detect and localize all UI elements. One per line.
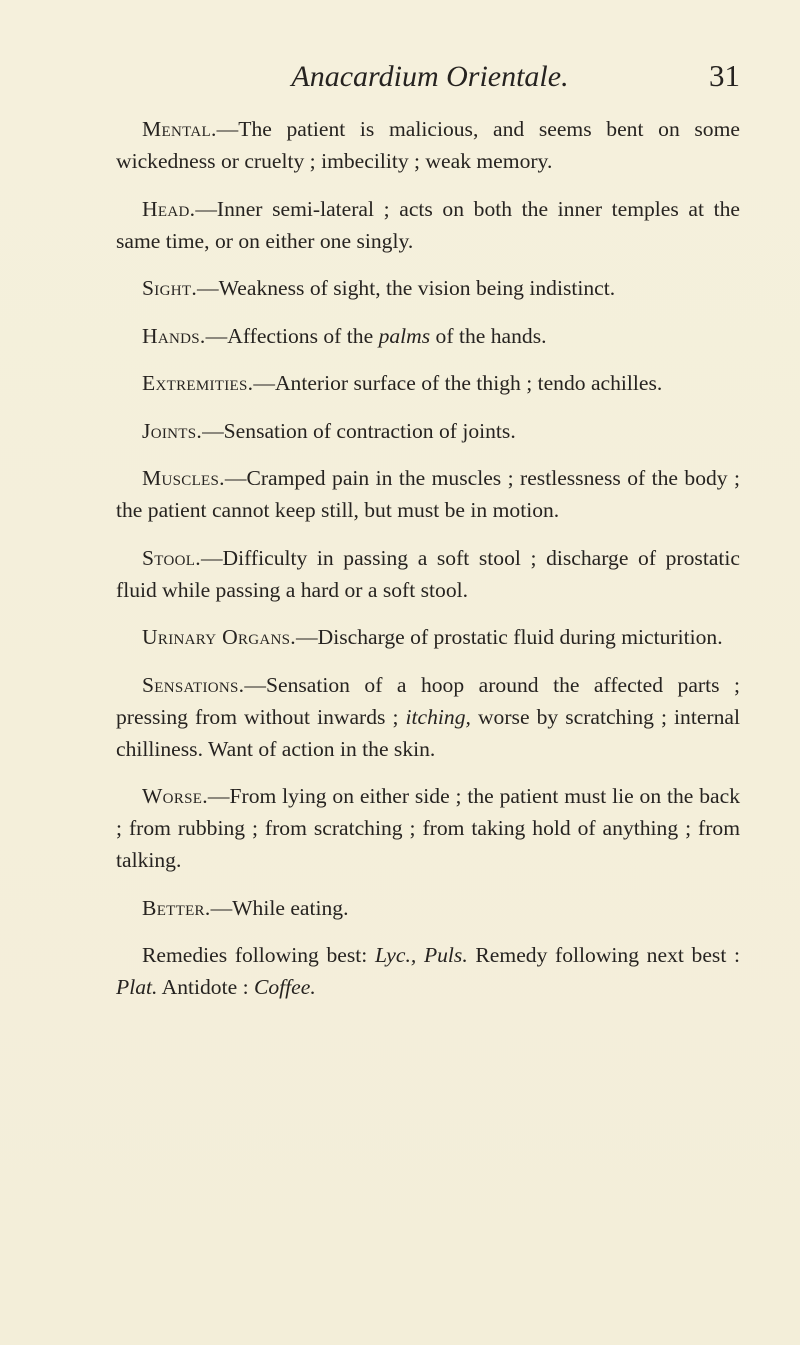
entry-text: —Cramped pain in the muscles ; restlessness of the body ; the patient cannot keep still, but must be in motion. [116,466,740,522]
entry-head [116,193,740,257]
entry-heading: Joints. [142,418,203,443]
entry-text: —Weakness of sight, the vision being indistinct. [197,276,616,300]
entry-text: —Inner semi-lateral ; acts on both the inner temples at the same time, or on either one singly. [116,196,740,253]
entry-sight [116,272,740,304]
entry-text: —Anterior surface of the thigh ; tendo achilles. [253,371,663,395]
entry-text: —Sensation of contraction of joints. [202,418,516,443]
remedies-best: Lyc., Puls. [374,943,468,967]
antidote-label: Antidote : [157,975,254,999]
entry-joints [116,415,740,447]
entry-text: of the hands. [430,323,547,348]
entry-text: —While eating. [210,895,349,920]
entry-heading: Better. [142,895,211,920]
entry-extremities [116,367,740,399]
entry-text: worse by scratching ; internal chilliness. Want of action in the skin. [116,704,740,761]
entry-urinary-organs [116,621,740,653]
entry-heading: Sight. [142,276,198,300]
entry-text: —Sensation of a hoop around the affected parts ; pressing from without inwards ; [116,672,740,729]
entry-text-italic: itching, [405,704,471,729]
entry-better [116,892,740,924]
remedies-next-best: Plat. [116,975,158,999]
page-header [120,56,740,100]
entry-heading: Mental. [142,117,217,141]
remedies-label: Remedies following best: [142,943,375,967]
entry-heading: Worse. [142,784,208,808]
entry-heading: Stool. [142,545,201,570]
entry-text-italic: palms [378,323,431,348]
entry-text: —From lying on either side ; the patient must lie on the back ; from rubbing ; from scratching ; from taking hold of anything ; from talking. [116,784,740,872]
entry-stool [116,542,740,606]
entry-text: —Difficulty in passing a soft stool ; discharge of prostatic fluid while passing a hard or a soft stool. [116,545,740,602]
entry-text: —Affections of the [205,323,379,348]
entry-muscles [116,462,740,526]
entry-heading: Head. [142,196,196,221]
entry-remedies [116,939,740,1003]
entry-text: —The patient is malicious, and seems bent on some wickedness or cruelty ; imbecility ; weak memory. [116,117,740,173]
entry-worse [116,780,740,876]
page-number: 31 [709,58,740,93]
entry-heading: Extremities. [142,371,254,395]
entry-heading: Sensations. [142,672,245,697]
remedies-label: Remedy following next best : [467,943,740,967]
entry-sensations [116,669,740,765]
entry-heading: Urinary Organs. [142,625,297,649]
antidote-value: Coffee. [253,975,316,999]
running-title: Anacardium Orientale. [291,60,569,93]
entry-mental [116,113,740,177]
entry-heading: Hands. [142,323,206,348]
page-body [116,113,740,1019]
entry-heading: Muscles. [142,466,225,490]
entry-text: —Discharge of prostatic fluid during micturition. [296,625,723,649]
entry-hands [116,320,740,352]
